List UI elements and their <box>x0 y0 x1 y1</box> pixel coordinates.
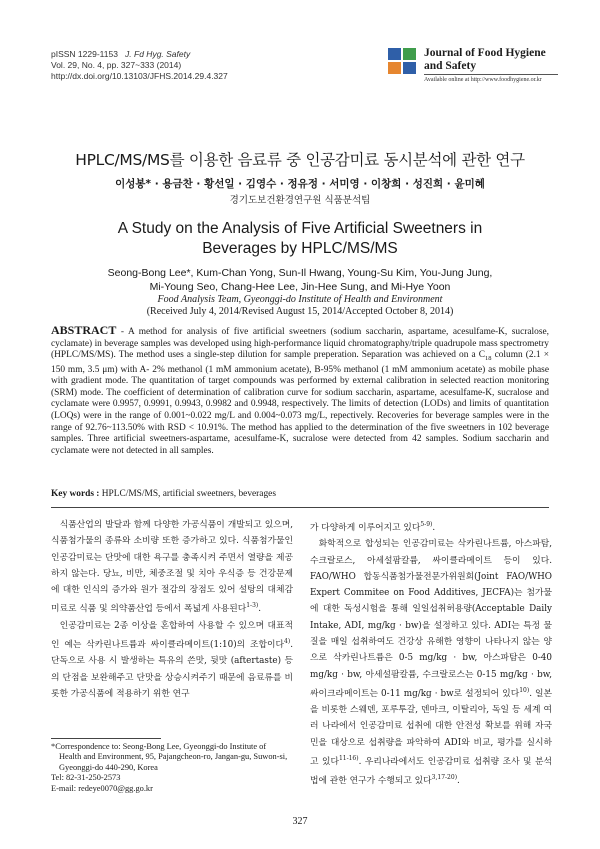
korean-authors: 이성봉* · 용금찬 · 황선일 · 김영수 · 정유정 · 서미영 · 이창희 · 성진희 · 윤미혜 <box>115 178 485 190</box>
english-authors: Seong-Bong Lee*, Kum-Chan Yong, Sun-Il Hwang, Young-Su Kim, You-Jung Jung, Mi-Young Seo, Chang-Hee Lee, Jin-Hee Sung, and Mi-Hye Yoon <box>107 267 493 293</box>
english-title: A Study on the Analysis of Five Artificial Sweetners in Beverages by HPLC/MS/MS <box>117 220 483 257</box>
received-dates: (Received July 4, 2014/Revised August 15, 2014/Accepted October 8, 2014) <box>146 306 454 317</box>
journal-logo <box>386 46 558 92</box>
volume-line: Vol. 29, No. 4, pp. 327~333 (2014) <box>51 60 182 70</box>
korean-affiliation: 경기도보건환경연구원 식품분석팀 <box>229 195 371 206</box>
journal-emblem-icon <box>386 46 419 76</box>
paragraph: 식품산업의 발달과 함께 다양한 가공식품이 개발되고 있으며, 식품첨가물의 종류와 소비량 또한 증가하고 있다. 식품첨가물인 인공감미료는 단맛에 대한 욕구를 충족시켜 주면서 열량을 제공하지 않는다. 당뇨, 비만, 체중조절 및 치아 우식증 등 건강문제에 대한 인식의 증가와 원가 절감의 장점도 있어 설탕의 대체감미료로 식품 및 의약품산업 등에서 폭넓게 사용된다$^{1-3)}$. <box>51 520 293 615</box>
section-divider <box>51 507 549 508</box>
doi-link[interactable]: http://dx.doi.org/10.13103/JFHS.2014.29.4.327 <box>51 71 228 81</box>
body-left-column <box>51 517 293 702</box>
correspondence-footnote: *Correspondence to: Seong-Bong Lee, Gyeonggi-do Institute of Health and Environment, 95, Pajangcheon-ro, Jangan-gu, Suwon-si, Gyeonggi-do 440-290, Korea Tel: 82-31-250-2573 E-mail: redeye0070@gg.go.kr <box>51 742 296 794</box>
body-right-column <box>310 517 552 789</box>
email-link[interactable]: E-mail: redeye0070@gg.go.kr <box>51 783 153 793</box>
logo-url[interactable]: Available online at http://www.foodhygiene.or.kr <box>424 77 542 83</box>
logo-divider <box>424 74 558 75</box>
page-number: 327 <box>292 816 308 827</box>
logo-title: Journal of Food Hygiene and Safety <box>424 47 546 72</box>
journal-meta <box>51 49 228 82</box>
paragraph: 인공감미료는 2종 이상을 혼합하여 사용할 수 있으며 대표적인 예는 삭카린나트륨과 싸이클라메이트(1:10)의 조합이다$^{4)}$. 단독으로 사용 시 발생하는 특유의 쓴맛, 뒷맛 (aftertaste) 등의 단점을 보완해주고 단맛을 상승시켜주기 때문에 음료류를 비롯한 가공식품에 적용하기 위한 연구 <box>51 620 293 699</box>
keywords: Key words : HPLC/MS/MS, artificial sweetners, beverages <box>51 489 276 499</box>
journal-abbrev: J. Fd Hyg. Safety <box>125 49 191 59</box>
paragraph: 가 다양하게 이루어지고 있다$^{5-9)}$. <box>310 521 436 533</box>
abstract-label: ABSTRACT <box>51 323 117 337</box>
paragraph: 화학적으로 합성되는 인공감미료는 삭카린나트륨, 아스파탐, 수크랄로스, 아세설팜칼륨, 싸이클라메이트 등이 있다. FAO/WHO 합동식품첨가물전문가위원회(Joint FAO/WHO Expert Commitee on Food Additives, JECFA)는 첨가물에 대한 독성시험을 통해 일일섭취허용량(Acceptable Daily Intake, ADI, mg/kg · bw)을 설정하고 있다. ADI는 특정 물질을 매일 섭취하여도 건강상 유해한 영향이 나타나지 않는 양으로 삭카린나트륨은 0-5 mg/kg · bw, 아스파탐은 0-40 mg/kg · bw, 아세설팜칼륨, 수크랄로스는 0-15 mg/kg · bw, 싸이크라메이트는 0-11 mg/kg · bw로 설정되어 있다$^{10)}$. 일본을 비롯한 스웨덴, 포루투갈, 덴마크, 이탈리아, 독일 등 세계 여러 나라에서 인공감미료 섭취에 대한 안전성 확보를 위해 자국민을 대상으로 섭취량을 파악하여 ADI와 비교, 평가를 실시하고 있다$^{11-16)}$. 우리나라에서도 인공감미료 섭취량 조사 및 분석법에 관한 연구가 수행되고 있다$^{3,17-20)}$. <box>310 539 552 787</box>
issn-line: pISSN 1229-1153 J. Fd Hyg. Safety <box>51 49 191 59</box>
korean-title: HPLC/MS/MS를 이용한 음료류 중 인공감미료 동시분석에 관한 연구 <box>75 151 525 169</box>
abstract: ABSTRACT - A method for analysis of five artificial sweetners (sodium saccharin, aspartame, acesulfame-K, sucralose, cyclamate) in beverage samples was developed using high-performance liquid chromatography/triple quadrupole mass spectrometry (HPLC/MS/MS). The method uses a single-step dilution for sample preperation. Separation was achieved on a $C_{18}$ column (2.1 × 150 mm, 3.5 μm) with A- 2% methanol (1 mM ammonium acetate), B-95% methanol (1 mM ammonium acetate) as mobile phase with gradient mode. The quantitation of target compounds was performed by external calibration in selected reaction monitoring (SRM) mode. The coefficient of determination of calibration curve for sodium saccharin, aspartame, acesulfame-K, sucralose and cyclamate were 0.9957, 0.9991, 0.9943, 0.9982 and 0.9948, respectively. The limits of detection (LODs) and limits of quantitation (LOQs) were in the range of 0.001~0.022 mg/L and 0.004~0.073 mg/L, repectively. Recoveries for beverage samples were in the range of 92.76~113.50% with RSD < 10.91%. The method has applied to the determination of the five sweetners in 102 beverage samples. Three artificial sweetners-aspartame, acesulfame-K, sucralose were detected from 42 samples. Sodium saccharin and cyclamate were not detected in all samples. <box>51 323 549 456</box>
english-affiliation: Food Analysis Team, Gyeonggi-do Institute of Health and Environment <box>157 294 443 305</box>
keywords-label: Key words : <box>51 489 100 499</box>
footnote-divider <box>51 738 161 739</box>
